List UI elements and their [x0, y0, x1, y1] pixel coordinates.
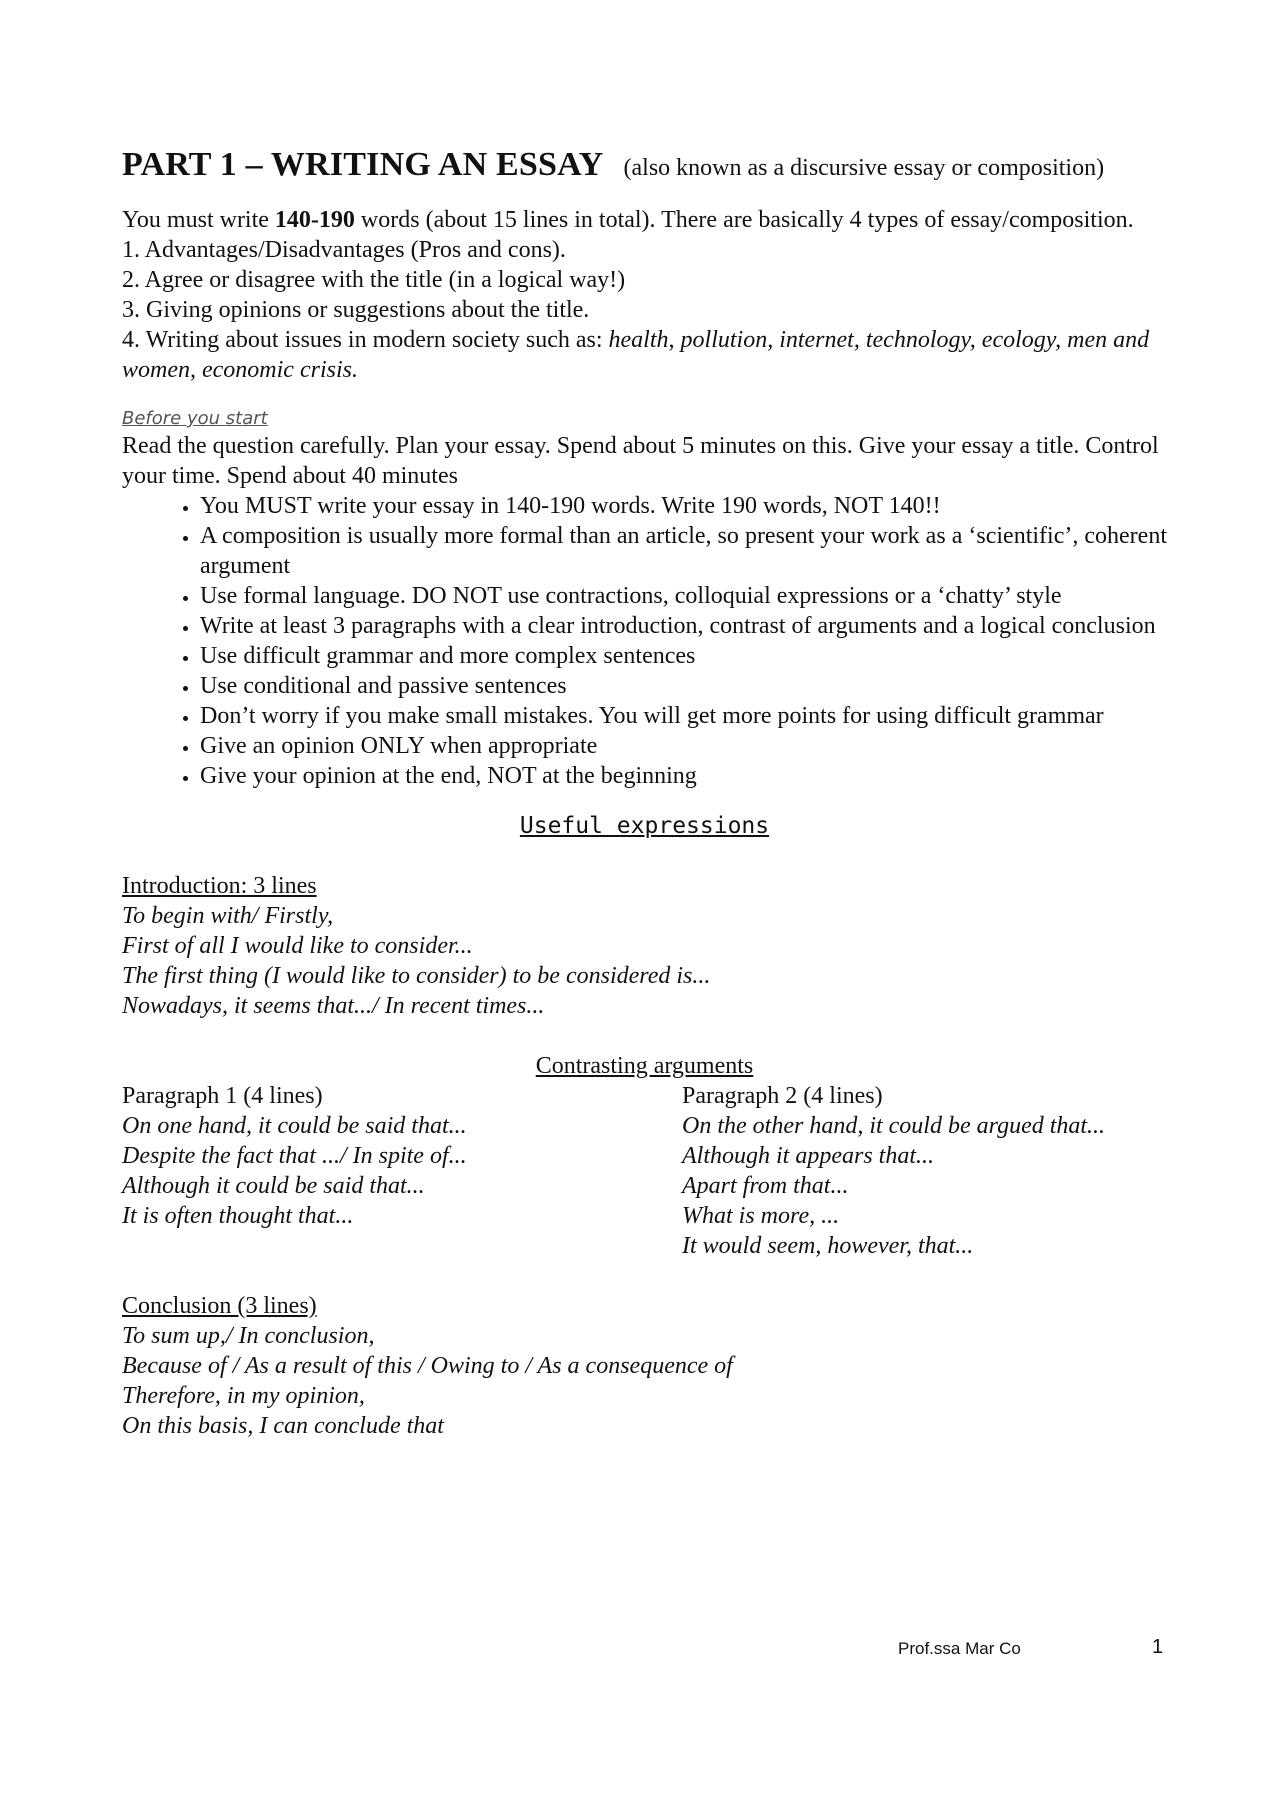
introduction-heading: Introduction: 3 lines [122, 873, 317, 899]
paragraph-1-line: Although it could be said that... [122, 1173, 425, 1199]
tip-item: • Give your opinion at the end, NOT at the beginning [200, 761, 1167, 791]
essay-type-4-text: 4. Writing about issues in modern society such as: [122, 327, 609, 353]
tip-item: • Use formal language. DO NOT use contractions, colloquial expressions or a ‘chatty’ style [200, 581, 1167, 611]
page-subtitle: (also known as a discursive essay or composition) [623, 155, 1105, 181]
title-row [122, 146, 1167, 183]
intro-paragraph [122, 205, 1167, 235]
paragraph-1-line: Despite the fact that .../ In spite of... [122, 1143, 467, 1169]
intro-post: words (about 15 lines in total). There are basically 4 types of essay/composition. [354, 207, 1134, 233]
conclusion-line: To sum up,/ In conclusion, [122, 1323, 375, 1349]
tip-item: • You MUST write your essay in 140-190 words. Write 190 words, NOT 140!! [200, 491, 1167, 521]
before-you-start-heading: Before you start [122, 408, 268, 429]
introduction-section [122, 871, 1167, 1021]
essay-type-4-topics: health, pollution, internet, technology, ecology, men and women, economic crisis. [122, 327, 1150, 383]
tip-item: • Use difficult grammar and more complex sentences [200, 641, 1167, 671]
introduction-line: To begin with/ Firstly, [122, 903, 334, 929]
tip-item: • Write at least 3 paragraphs with a clear introduction, contrast of arguments and a logical conclusion [200, 611, 1167, 641]
tip-item: • A composition is usually more formal than an article, so present your work as a ‘scientific’, coherent argument [200, 521, 1167, 581]
essay-type-item: 2. Agree or disagree with the title (in a logical way!) [122, 267, 626, 293]
footer-author: Prof.ssa Mar Co [898, 1639, 1021, 1658]
essay-types-list [122, 235, 1167, 385]
paragraph-2-line: On the other hand, it could be argued that... [682, 1113, 1106, 1139]
paragraph-2-column [682, 1081, 1167, 1261]
paragraph-2-line: It would seem, however, that... [682, 1233, 974, 1259]
conclusion-line: Because of / As a result of this / Owing to / As a consequence of [122, 1353, 733, 1379]
contrasting-columns [122, 1081, 1167, 1261]
conclusion-heading: Conclusion (3 lines) [122, 1293, 317, 1319]
tip-item: • Give an opinion ONLY when appropriate [200, 731, 1167, 761]
intro-pre: You must write [122, 207, 275, 233]
essay-type-item [122, 325, 1167, 385]
essay-type-item: 3. Giving opinions or suggestions about the title. [122, 297, 590, 323]
conclusion-line: On this basis, I can conclude that [122, 1413, 444, 1439]
paragraph-2-heading: Paragraph 2 (4 lines) [682, 1083, 883, 1109]
essay-type-item: 1. Advantages/Disadvantages (Pros and cons). [122, 237, 566, 263]
introduction-line: The first thing (I would like to consider) to be considered is... [122, 963, 711, 989]
paragraph-1-line: On one hand, it could be said that... [122, 1113, 467, 1139]
useful-expressions-heading: Useful expressions [519, 813, 770, 839]
introduction-line: First of all I would like to consider... [122, 933, 473, 959]
introduction-line: Nowadays, it seems that.../ In recent times... [122, 993, 545, 1019]
document-page [122, 146, 1167, 1441]
paragraph-2-line: Although it appears that... [682, 1143, 934, 1169]
tip-item: • Don’t worry if you make small mistakes. You will get more points for using difficult grammar [200, 701, 1167, 731]
paragraph-1-heading: Paragraph 1 (4 lines) [122, 1083, 323, 1109]
before-you-start-text: Read the question carefully. Plan your essay. Spend about 5 minutes on this. Give your essay a title. Control your time. Spend about 40 minutes [122, 433, 1159, 489]
contrasting-section [122, 1051, 1167, 1261]
intro-word-count: 140-190 [274, 207, 355, 233]
contrasting-heading: Contrasting arguments [535, 1053, 754, 1079]
paragraph-2-line: What is more, ... [682, 1203, 840, 1229]
conclusion-line: Therefore, in my opinion, [122, 1383, 365, 1409]
conclusion-section [122, 1291, 1167, 1441]
paragraph-1-line: It is often thought that... [122, 1203, 354, 1229]
page-number: 1 [1152, 1636, 1164, 1658]
paragraph-2-line: Apart from that... [682, 1173, 849, 1199]
paragraph-1-column [122, 1081, 682, 1261]
tip-item: • Use conditional and passive sentences [200, 671, 1167, 701]
page-title: PART 1 – WRITING AN ESSAY [122, 146, 604, 183]
tips-list [122, 491, 1167, 791]
